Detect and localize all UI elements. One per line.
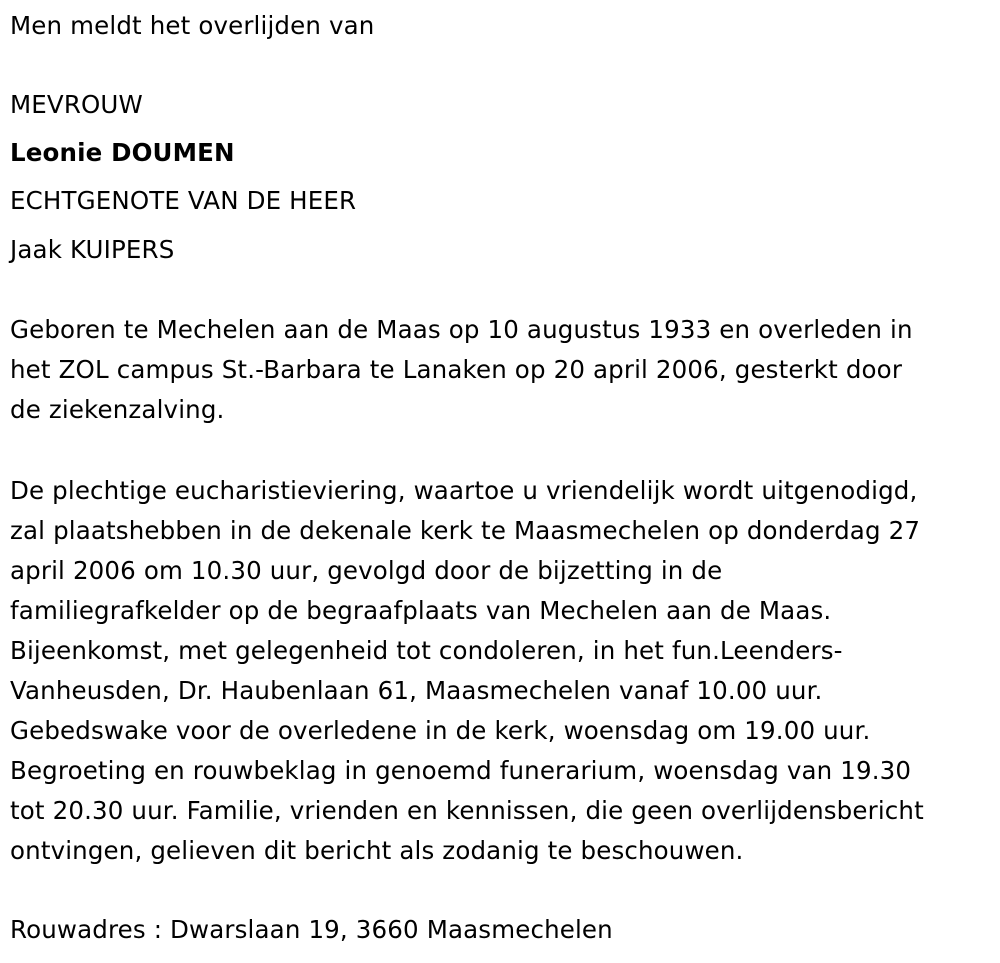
ceremony-line: familiegrafkelder op de begraafplaats van Mechelen aan de Maas. bbox=[10, 596, 832, 625]
ceremony-line: zal plaatshebben in de dekenale kerk te Maasmechelen op donderdag 27 bbox=[10, 516, 921, 545]
ceremony-line: ontvingen, gelieven dit bericht als zodanig te beschouwen. bbox=[10, 836, 744, 865]
ceremony-line: Bijeenkomst, met gelegenheid tot condoleren, in het fun.Leenders- bbox=[10, 636, 843, 665]
intro-text: Men meldt het overlijden van bbox=[10, 11, 375, 40]
spouse-name: Jaak KUIPERS bbox=[10, 235, 175, 264]
ceremony-line: april 2006 om 10.30 uur, gevolgd door de bijzetting in de bbox=[10, 556, 723, 585]
ceremony-line: Vanheusden, Dr. Haubenlaan 61, Maasmechelen vanaf 10.00 uur. bbox=[10, 676, 823, 705]
birth-death-line: Geboren te Mechelen aan de Maas op 10 augustus 1933 en overleden in bbox=[10, 315, 913, 344]
ceremony-line: tot 20.30 uur. Familie, vrienden en kennissen, die geen overlijdensbericht bbox=[10, 796, 924, 825]
ceremony-line: Gebedswake voor de overledene in de kerk, woensdag om 19.00 uur. bbox=[10, 716, 871, 745]
ceremony-line: Begroeting en rouwbeklag in genoemd funerarium, woensdag van 19.30 bbox=[10, 756, 912, 785]
relation-text: ECHTGENOTE VAN DE HEER bbox=[10, 186, 357, 215]
mourning-address: Rouwadres : Dwarslaan 19, 3660 Maasmechelen bbox=[10, 915, 613, 944]
deceased-name: Leonie DOUMEN bbox=[10, 138, 235, 167]
salutation: MEVROUW bbox=[10, 90, 143, 119]
birth-death-line: het ZOL campus St.-Barbara te Lanaken op 20 april 2006, gesterkt door bbox=[10, 355, 903, 384]
ceremony-line: De plechtige eucharistieviering, waartoe u vriendelijk wordt uitgenodigd, bbox=[10, 476, 918, 505]
birth-death-line: de ziekenzalving. bbox=[10, 395, 225, 424]
